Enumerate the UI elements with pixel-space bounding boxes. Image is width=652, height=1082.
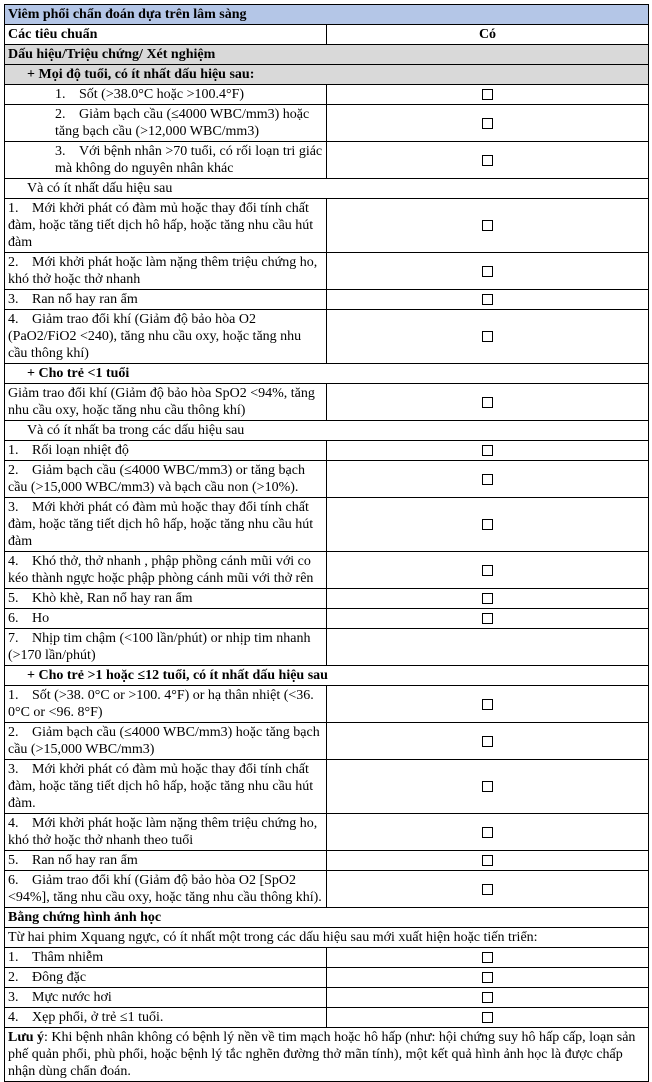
checkbox-cell [327, 760, 649, 814]
section-signs-heading: Dấu hiệu/Triệu chứng/ Xét nghiệm [5, 45, 649, 65]
note-label: Lưu ý [8, 1030, 45, 1045]
item-text: Mới khởi phát có đàm mủ hoặc thay đổi tính chất đàm, hoặc tăng tiết dịch hô hấp, hoặc tăng nhu cầu hút đàm [8, 500, 314, 549]
list-item [5, 948, 327, 968]
yes-checkbox[interactable] [482, 884, 493, 895]
item-text: Xẹp phổi, ở trẻ ≤1 tuổi. [32, 1010, 164, 1025]
yes-checkbox[interactable] [482, 474, 493, 485]
checkbox-cell [327, 310, 649, 364]
checkbox-cell [327, 85, 649, 105]
item-text: Ran nổ hay ran ẩm [32, 853, 138, 868]
checkbox-cell [327, 988, 649, 1008]
item-number: 1. [8, 443, 19, 458]
list-item [5, 290, 327, 310]
item-text: Sốt (>38. 0°C or >100. 4°F) or hạ thân nhiệt (<36. 0°C or <96. 8°F) [8, 688, 314, 720]
checkbox-cell [327, 629, 649, 666]
checkbox-cell [327, 253, 649, 290]
list-item [5, 988, 327, 1008]
list-item [5, 851, 327, 871]
list-item [5, 686, 327, 723]
yes-checkbox[interactable] [482, 827, 493, 838]
item-text: Mực nước hơi [32, 990, 112, 1005]
list-item [5, 85, 327, 105]
item-text: Khò khè, Ran nổ hay ran ẩm [32, 591, 193, 606]
item-number: 1. [8, 688, 19, 703]
yes-checkbox[interactable] [482, 613, 493, 624]
yes-checkbox[interactable] [482, 155, 493, 166]
yes-checkbox[interactable] [482, 593, 493, 604]
item-number: 3. [8, 292, 19, 307]
item-number: 4. [8, 312, 19, 327]
list-item [5, 760, 327, 814]
item-number: 6. [8, 873, 19, 888]
list-item [5, 723, 327, 760]
item-text: Mới khởi phát hoặc làm nặng thêm triệu chứng ho, khó thở hoặc thở nhanh theo tuổi [8, 816, 318, 848]
item-text: Giảm bạch cầu (≤4000 WBC/mm3) hoặc tăng bạch cầu (>12,000 WBC/mm3) [55, 107, 310, 139]
yes-checkbox[interactable] [482, 1012, 493, 1023]
list-item [5, 871, 327, 908]
imaging-intro: Từ hai phim Xquang ngực, có ít nhất một trong các dấu hiệu sau mới xuất hiện hoặc tiến triển: [5, 928, 649, 948]
checkbox-cell [327, 589, 649, 609]
checkbox-cell [327, 142, 649, 179]
yes-checkbox[interactable] [482, 519, 493, 530]
item-number: 1. [55, 87, 66, 102]
item-text: Đông đặc [32, 970, 87, 985]
checkbox-cell [327, 723, 649, 760]
imaging-heading: Bằng chứng hình ảnh học [5, 908, 649, 928]
table-title: Viêm phổi chẩn đoán dựa trên lâm sàng [5, 5, 649, 25]
checkbox-cell [327, 814, 649, 851]
yes-checkbox[interactable] [482, 565, 493, 576]
yes-checkbox[interactable] [482, 294, 493, 305]
yes-checkbox[interactable] [482, 445, 493, 456]
item-number: 2. [8, 725, 19, 740]
item-number: 7. [8, 631, 19, 646]
list-item [5, 461, 327, 498]
all-ages-heading: + Mọi độ tuổi, có ít nhất dấu hiệu sau: [5, 65, 649, 85]
item-text: Thâm nhiễm [32, 950, 104, 965]
item-number: 1. [8, 950, 19, 965]
checkbox-cell [327, 290, 649, 310]
yes-checkbox[interactable] [482, 952, 493, 963]
yes-checkbox[interactable] [482, 699, 493, 710]
list-item [5, 629, 327, 666]
item-text: Giảm trao đổi khí (Giảm độ bảo hòa O2 (PaO2/FiO2 <240), tăng nhu cầu oxy, hoặc tăng nhu cầu thông khí) [8, 312, 302, 361]
item-text: Mới khởi phát có đàm mủ hoặc thay đổi tính chất đàm, hoặc tăng tiết dịch hô hấp, hoặc tăng nhu cầu hút đàm. [8, 762, 314, 811]
item-number: 3. [8, 762, 19, 777]
yes-checkbox[interactable] [482, 972, 493, 983]
item-text: Mới khởi phát hoặc làm nặng thêm triệu chứng ho, khó thở hoặc thở nhanh [8, 255, 318, 287]
item-number: 2. [8, 255, 19, 270]
list-item [5, 199, 327, 253]
criteria-table [4, 4, 649, 1082]
checkbox-cell [327, 199, 649, 253]
item-text: Mới khởi phát có đàm mủ hoặc thay đổi tính chất đàm, hoặc tăng tiết dịch hô hấp, hoặc tăng nhu cầu hút đàm [8, 201, 314, 250]
yes-checkbox[interactable] [482, 89, 493, 100]
list-item [5, 609, 327, 629]
yes-checkbox[interactable] [482, 118, 493, 129]
yes-checkbox[interactable] [482, 220, 493, 231]
list-item [5, 814, 327, 851]
list-item [5, 498, 327, 552]
checkbox-cell [327, 552, 649, 589]
checkbox-cell [327, 498, 649, 552]
item-number: 2. [8, 463, 19, 478]
checkbox-cell [327, 968, 649, 988]
all-ages-and-heading: Và có ít nhất dấu hiệu sau [5, 179, 649, 199]
under1-heading: + Cho trẻ <1 tuổi [5, 364, 649, 384]
item-number: 2. [8, 970, 19, 985]
item-number: 3. [55, 144, 66, 159]
item-text: Sốt (>38.0°C hoặc >100.4°F) [79, 87, 245, 102]
yes-column-header: Có [327, 25, 649, 45]
checkbox-cell [327, 461, 649, 498]
item-text: Giảm bạch cầu (≤4000 WBC/mm3) or tăng bạch cầu (>15,000 WBC/mm3) và bạch cầu non (>10%). [8, 463, 305, 495]
yes-checkbox[interactable] [482, 855, 493, 866]
item-text: Giảm bạch cầu (≤4000 WBC/mm3) hoặc tăng bạch cầu (>15,000 WBC/mm3) [8, 725, 320, 757]
list-item [5, 589, 327, 609]
item-number: 1. [8, 201, 19, 216]
item-number: 2. [55, 107, 66, 122]
yes-checkbox[interactable] [482, 266, 493, 277]
list-item [5, 1008, 327, 1028]
checkbox-cell [327, 851, 649, 871]
under1-and-heading: Và có ít nhất ba trong các dấu hiệu sau [5, 421, 649, 441]
item-number: 6. [8, 611, 19, 626]
checkbox-cell [327, 609, 649, 629]
item-number: 4. [8, 554, 19, 569]
checkbox-cell [327, 105, 649, 142]
checkbox-cell [327, 871, 649, 908]
item-text: Với bệnh nhân >70 tuổi, có rối loạn tri giác mà không do nguyên nhân khác [55, 144, 323, 176]
yes-checkbox[interactable] [482, 992, 493, 1003]
yes-checkbox[interactable] [482, 781, 493, 792]
checkbox-cell [327, 384, 649, 421]
item-text: Ran nổ hay ran ẩm [32, 292, 138, 307]
age1to12-heading: + Cho trẻ >1 hoặc ≤12 tuổi, có ít nhất dấu hiệu sau [5, 666, 649, 686]
list-item [5, 310, 327, 364]
item-number: 4. [8, 1010, 19, 1025]
note-text: : Khi bệnh nhân không có bệnh lý nền về tim mạch hoặc hô hấp (như: hội chứng suy hô hấp cấp, loạn sản phế quản phổi, phù phổi, hoặc bệnh lý tắc nghẽn đường thở mãn tính), một kết quả hình ảnh học là được chấp nhận dùng chẩn đoán. [8, 1030, 636, 1079]
note [5, 1028, 649, 1082]
list-item [5, 105, 327, 142]
yes-checkbox[interactable] [482, 397, 493, 408]
under1-main-criterion: Giảm trao đổi khí (Giảm độ bảo hòa SpO2 <94%, tăng nhu cầu oxy, hoặc tăng nhu cầu thông khí) [5, 384, 327, 421]
list-item [5, 968, 327, 988]
item-text: Rối loạn nhiệt độ [32, 443, 129, 458]
checkbox-cell [327, 948, 649, 968]
checkbox-cell [327, 1008, 649, 1028]
criteria-column-header: Các tiêu chuẩn [5, 25, 327, 45]
checkbox-cell [327, 441, 649, 461]
item-number: 5. [8, 591, 19, 606]
list-item [5, 441, 327, 461]
item-text: Nhịp tim chậm (<100 lần/phút) or nhịp tim nhanh (>170 lần/phút) [8, 631, 311, 663]
item-text: Khó thở, thở nhanh , phập phồng cánh mũi với co kéo thành ngực hoặc phập phòng cánh mũi với thở rên [8, 554, 314, 586]
item-number: 3. [8, 990, 19, 1005]
checkbox-cell [327, 686, 649, 723]
item-text: Giảm trao đổi khí (Giảm độ bảo hòa O2 [SpO2 <94%], tăng nhu cầu oxy, hoặc tăng nhu cầu thông khí). [8, 873, 322, 905]
list-item [5, 552, 327, 589]
list-item [5, 142, 327, 179]
yes-checkbox[interactable] [482, 331, 493, 342]
yes-checkbox[interactable] [482, 736, 493, 747]
item-number: 3. [8, 500, 19, 515]
item-text: Ho [32, 611, 50, 626]
item-number: 4. [8, 816, 19, 831]
item-number: 5. [8, 853, 19, 868]
list-item [5, 253, 327, 290]
